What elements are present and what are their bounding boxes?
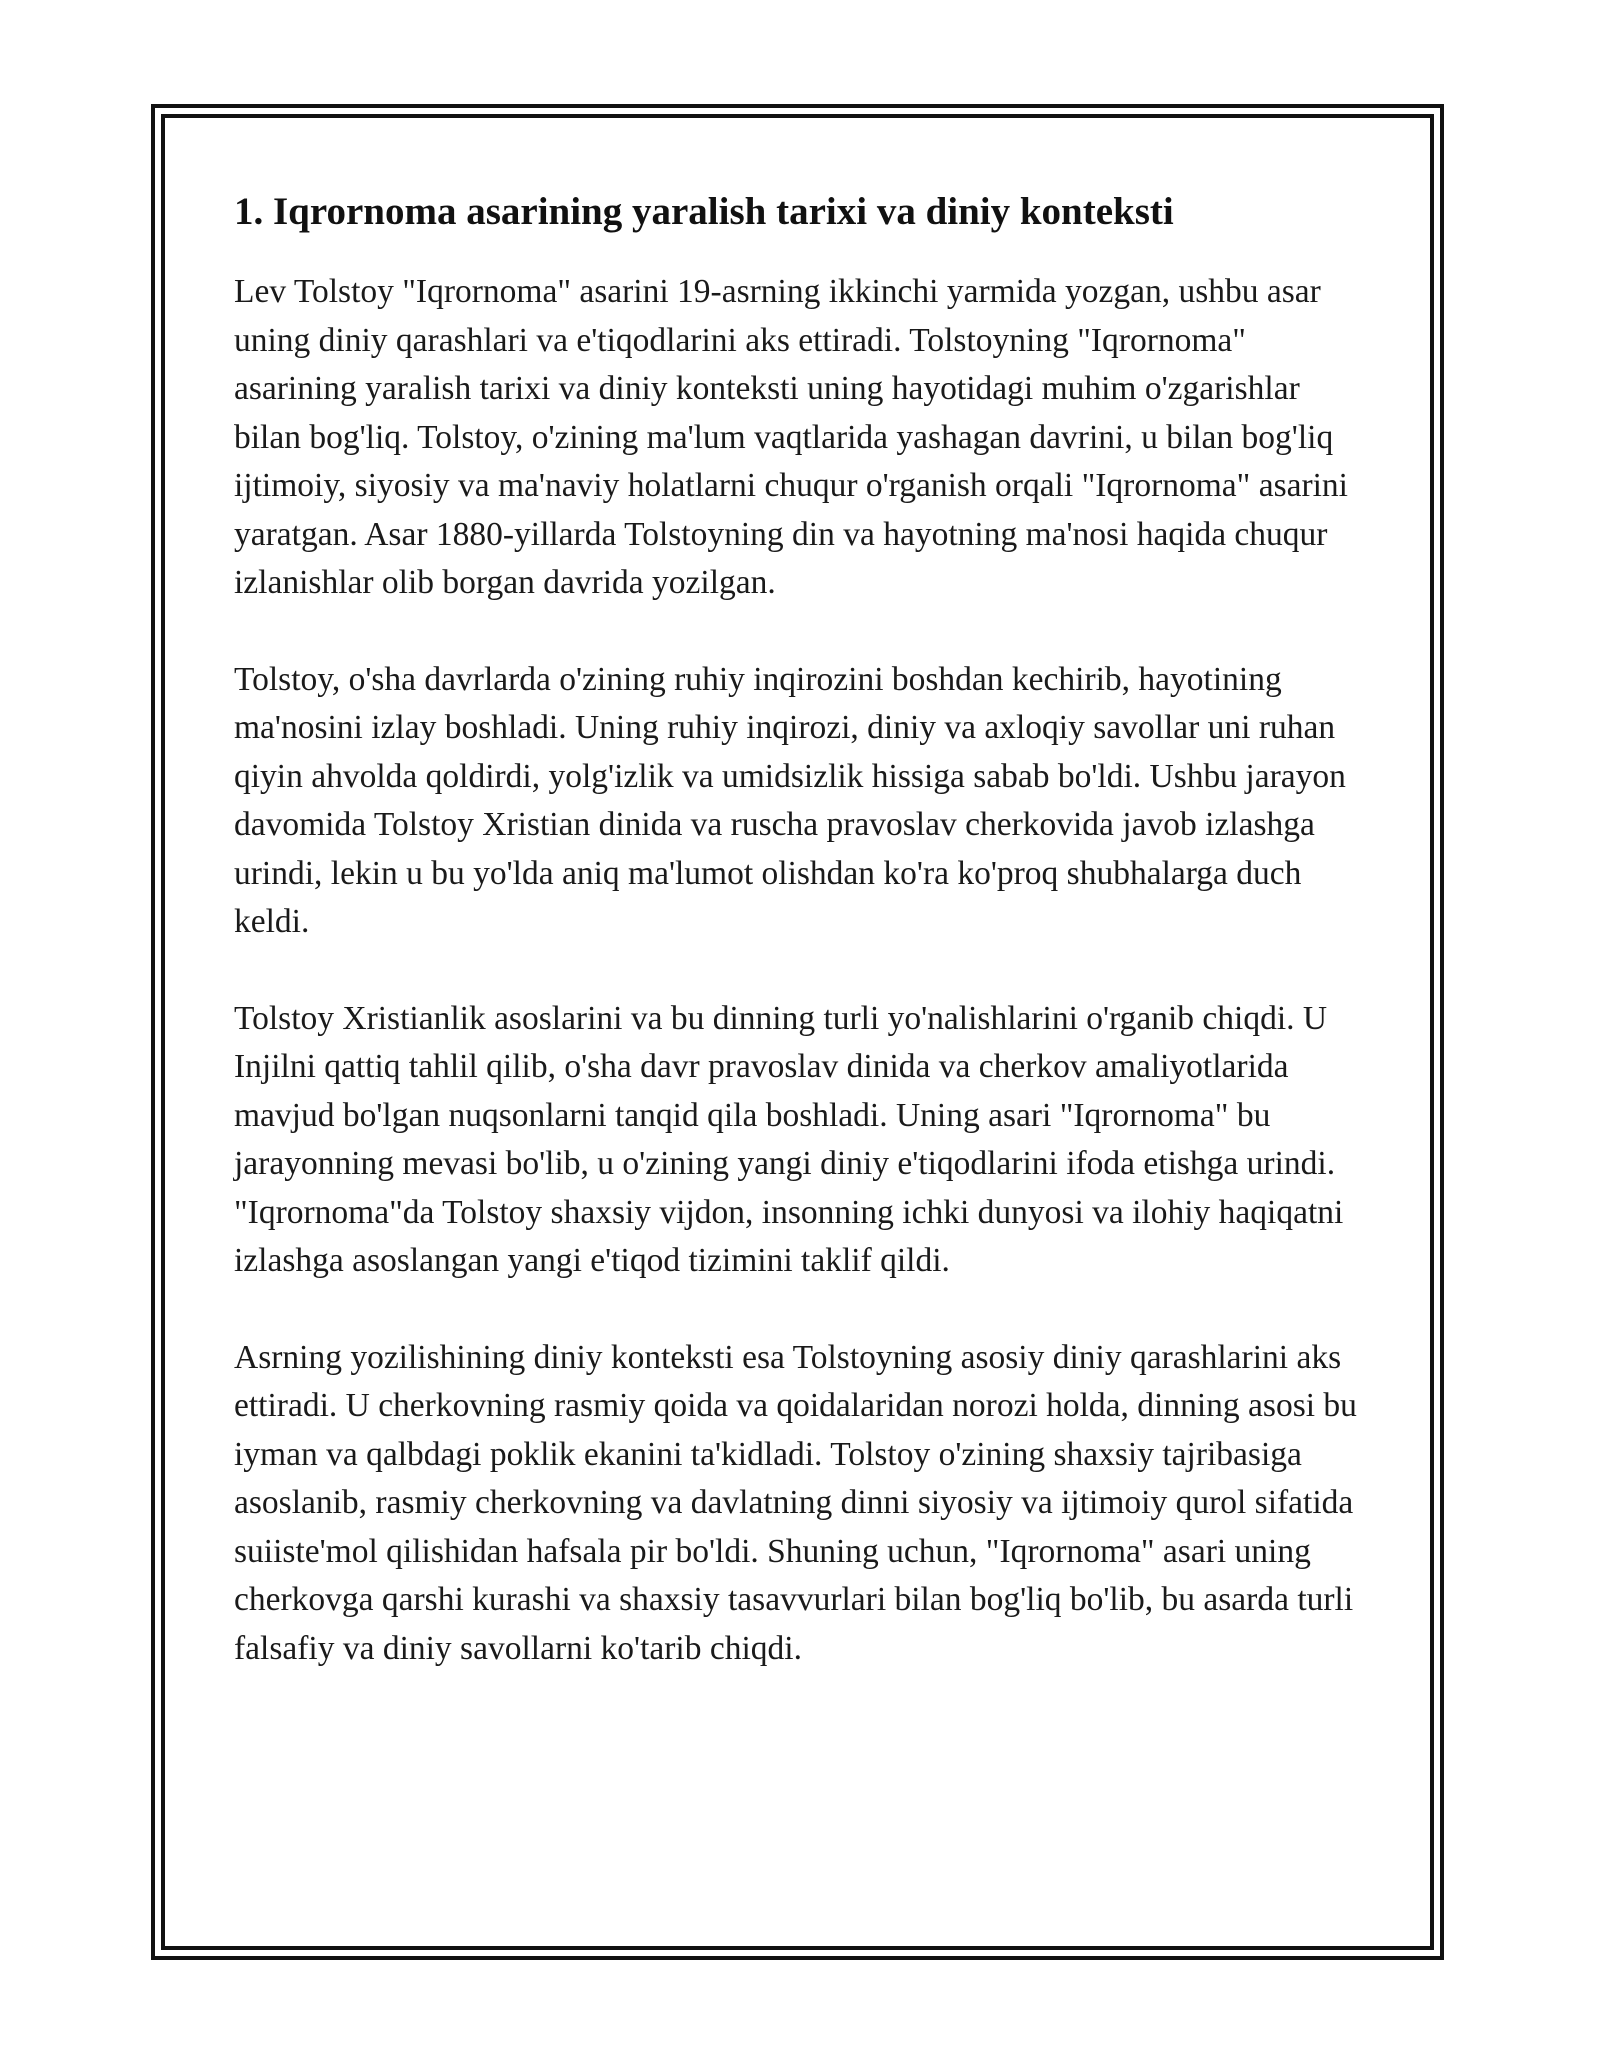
paragraph-2: Tolstoy, o'sha davrlarda o'zining ruhiy inqirozini boshdan kechirib, hayotining ma'nosini izlay boshladi. Uning ruhiy inqirozi, diniy va axloqiy savollar uni ruhan qiyin ahvolda qoldirdi, yolg'izlik va umidsizlik hissiga sabab bo'ldi. Ushbu jarayon davomida Tolstoy Xristian dinida va ruscha pravoslav cherkovida javob izlashga urindi, lekin u bu yo'lda aniq ma'lumot olishdan ko'ra ko'proq shubhalarga duch keldi. [234,660,1346,940]
paragraph-4: Asrning yozilishining diniy konteksti esa Tolstoyning asosiy diniy qarashlarini aks ettiradi. U cherkovning rasmiy qoida va qoidalaridan norozi holda, dinning asosi bu iyman va qalbdagi poklik ekanini ta'kidladi. Tolstoy o'zining shaxsiy tajribasiga asoslanib, rasmiy cherkovning va davlatning dinni siyosiy va ijtimoiy qurol sifatida suiiste'mol qilishidan hafsala pir bo'ldi. Shuning uchun, "Iqrornoma" asari uning cherkovga qarshi kurashi va shaxsiy tasavvurlari bilan bog'liq bo'lib, bu asarda turli falsafiy va diniy savollarni ko'tarib chiqdi. [234,1338,1357,1667]
section-heading: 1. Iqrornoma asarining yaralish tarixi va diniy konteksti [234,190,1174,233]
document-body [234,186,1364,1721]
paragraph-3: Tolstoy Xristianlik asoslarini va bu dinning turli yo'nalishlarini o'rganib chiqdi. U Injilni qattiq tahlil qilib, o'sha davr pravoslav dinida va cherkov amaliyotlarida mavjud bo'lgan nuqsonlarni tanqid qila boshladi. Uning asari "Iqrornoma" bu jarayonning mevasi bo'lib, u o'zining yangi diniy e'tiqodlarini ifoda etishga urindi. "Iqrornoma"da Tolstoy shaxsiy vijdon, insonning ichki dunyosi va ilohiy haqiqatni izlashga asoslangan yangi e'tiqod tizimini taklif qildi. [234,999,1344,1279]
paragraph-1: Lev Tolstoy "Iqrornoma" asarini 19-asrning ikkinchi yarmida yozgan, ushbu asar uning diniy qarashlari va e'tiqodlarini aks ettiradi. Tolstoyning "Iqrornoma" asarining yaralish tarixi va diniy konteksti uning hayotidagi muhim o'zgarishlar bilan bog'liq. Tolstoy, o'zining ma'lum vaqtlarida yashagan davrini, u bilan bog'liq ijtimoiy, siyosiy va ma'naviy holatlarni chuqur o'rganish orqali "Iqrornoma" asarini yaratgan. Asar 1880-yillarda Tolstoyning din va hayotning ma'nosi haqida chuqur izlanishlar olib borgan davrida yozilgan. [234,273,1348,601]
